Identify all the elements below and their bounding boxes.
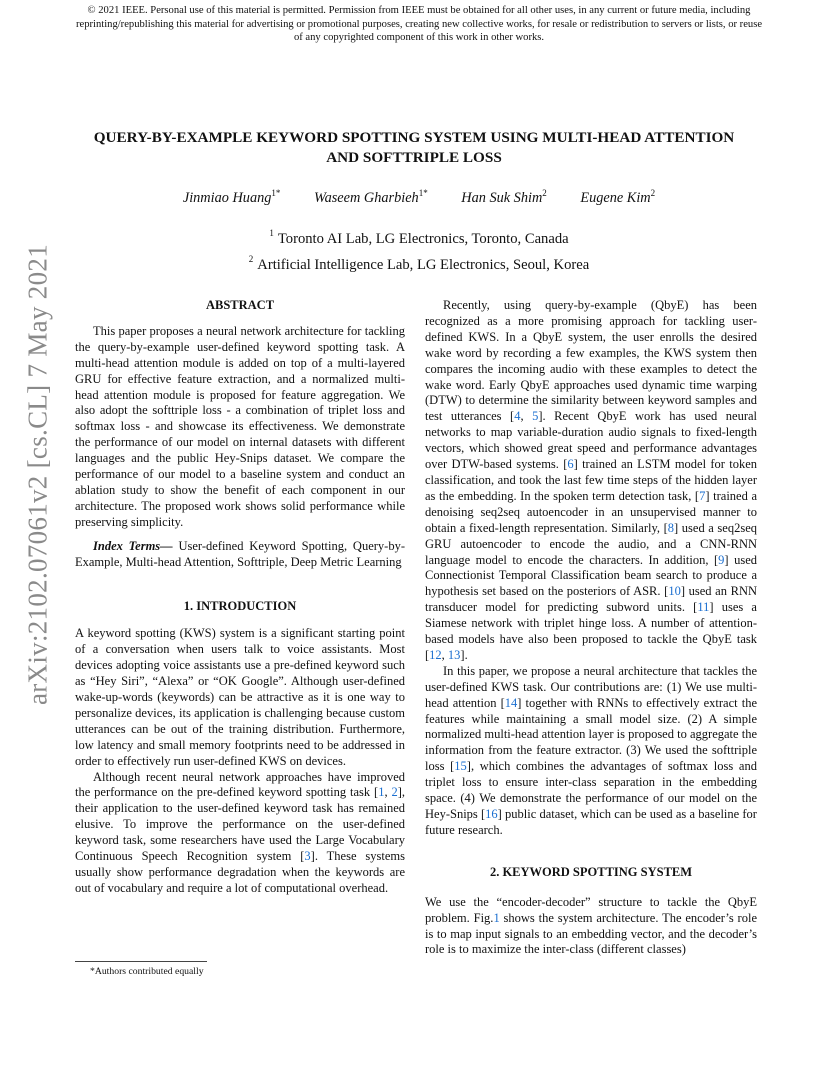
- abstract-text: This paper proposes a neural network architecture for tackling the query-by-example user-defined keyword spotting task. A multi-head attention module is added on top of a multi-layered GRU for effective feature extraction, and a normalized multi-head attention module is proposed for feature aggregation. We also adopt the softtriple loss - a combination of triplet loss and softmax loss - and showcase its effectiveness. We demonstrate the performance of our model on internal datasets with different languages and the public Hey-Snips dataset. We compare the performance of our model to a baseline system and conduct an ablation study to show the benefit of each component in our architecture. The proposed work shows solid performance while preserving simplicity.: [75, 323, 405, 529]
- affiliations: [75, 223, 763, 275]
- citation-link[interactable]: 15: [454, 759, 467, 774]
- citation-link[interactable]: 1: [378, 785, 385, 800]
- copyright-notice: © 2021 IEEE. Personal use of this material is permitted. Permission from IEEE must be obtained for all other uses, in any current or future media, including reprinting/republishing this material for advertising or promotional purposes, creating new collective works, for resale or redistribution to servers or lists, or reuse of any copyrighted component of this work in other works.: [75, 5, 763, 44]
- citation-link[interactable]: 8: [667, 520, 675, 535]
- body-paragraph-qbye: Recently, using query-by-example (QbyE) has been recognized as a more promising approach for tackling user-defined KWS. In a QbyE system, the user enrolls the desired wake word by recording a few examples, the KWS system then compares the incoming audio with these examples to detect the wake word. Early QbyE approaches used dynamic time warping (DTW) to determine the similarity between keyword samples and test utterances [4, 5]. Recent QbyE work has used neural networks to map variable-duration audio signals to fixed-length vectors, which showed great speed and performance advantages over DTW-based systems. [6] trained an LSTM model for token classification, and took the last few time steps of the hidden layer as the embedding. In the spoken term detection task, [7] trained a denoising seq2seq autoencoder in an unsupervised manner to obtain a fixed-length representation. Similarly, [8] used a seq2seq GRU autoencoder to encode the audio, and a CNN-RNN language model to encode the characters. In addition, [9] used Connectionist Temporal Classification beam search to produce a hypothesis set based on the posteriors of ASR. [10] used an RNN transducer model for predicting subword units. [11] uses a Siamese network with triplet hinge loss. A number of attention-based models have also been proposed to tackle the QbyE task [12, 13].: [425, 298, 758, 662]
- footnote-rule: [75, 961, 207, 962]
- author: Eugene Kim$^2$: [580, 188, 656, 206]
- citation-link[interactable]: 7: [699, 488, 706, 503]
- citation-link[interactable]: 3: [304, 849, 311, 864]
- citation-link[interactable]: 14: [504, 695, 518, 710]
- citation-link[interactable]: 11: [697, 600, 710, 615]
- footnote: *Authors contributed equally: [90, 966, 204, 977]
- arxiv-identifier[interactable]: arXiv:2102.07061v2 [cs.CL] 7 May 2021: [22, 243, 53, 706]
- citation-link[interactable]: 10: [668, 584, 681, 599]
- citation-link[interactable]: 12: [429, 647, 442, 662]
- figure-link[interactable]: 1: [493, 910, 500, 925]
- affiliation: $^2$ Artificial Intelligence Lab, LG Electronics, Seoul, Korea: [248, 254, 590, 273]
- author: Han Suk Shim$^2$: [461, 188, 547, 206]
- title-line-2: AND SOFTTRIPLE LOSS: [326, 149, 502, 166]
- body-paragraph-kws: We use the “encoder-decoder” structure to tackle the QbyE problem. Fig.1 shows the system architecture. The encoder’s role is to map input signals to an embedding vector, and the decoder’s role is to maximize the inter-class (different classes): [425, 894, 757, 957]
- affiliation: $^1$ Toronto AI Lab, LG Electronics, Toronto, Canada: [269, 228, 569, 247]
- intro-paragraph-2: Although recent neural network approaches have improved the performance on the pre-defined keyword spotting task [1, 2], their application to the user-defined keyword task has remained elusive. To improve the performance on the user-defined keyword task, some researchers have used the Large Vocabulary Continuous Speech Recognition system [3]. These systems usually show performance degradation when the keywords are out of vocabulary and require a lot of computational overhead.: [75, 769, 406, 895]
- author: Jinmiao Huang$^{1*}$: [182, 188, 281, 206]
- citation-link[interactable]: 16: [485, 807, 498, 821]
- index-terms: Index Terms— User-defined Keyword Spotting, Query-by-Example, Multi-head Attention, Softtriple, Deep Metric Learning: [75, 538, 405, 569]
- paper-title: [60, 128, 768, 168]
- intro-paragraph-1: A keyword spotting (KWS) system is a significant starting point of a conversation when users talk to voice assistants. Most devices adopting voice assistants use a pre-defined keyword such as “Hey Siri”, “Alexa” or “OK Google”. Although user-defined wake-up-words (keywords) can be attractive as it is one way to personalize devices, its application is challenging because custom utterances can be out of the training distribution. Furthermore, low latency and small memory footprints need to be addressed in order to effectively run user-defined KWS on devices.: [75, 626, 405, 768]
- author-list: [75, 183, 763, 208]
- citation-link[interactable]: 2: [391, 785, 398, 800]
- citation-link[interactable]: 9: [718, 552, 725, 567]
- title-line-1: QUERY-BY-EXAMPLE KEYWORD SPOTTING SYSTEM USING MULTI-HEAD ATTENTION: [93, 129, 735, 146]
- citation-link[interactable]: 13: [447, 647, 461, 662]
- kws-heading: 2. KEYWORD SPOTTING SYSTEM: [489, 864, 693, 879]
- left-column: [75, 298, 405, 897]
- citation-link[interactable]: 5: [532, 409, 539, 424]
- right-column: [425, 298, 757, 958]
- abstract-heading: ABSTRACT: [205, 298, 275, 312]
- citation-link[interactable]: 6: [567, 457, 574, 472]
- body-paragraph-contributions: In this paper, we propose a neural architecture that tackles the user-defined KWS task. Our contributions are: (1) We use multi-head attention [14] together with RNNs to effectively extract the features while maintaining a small model size. (2) A simple normalized multi-head attention layer is proposed to aggregate the information from the feature extractor. (3) We used the softtriple loss [15], which combines the advantages of softmax loss and triplet loss to ensure inter-class separation in the embedding space. (4) We demonstrate the performance of our model on the Hey-Snips [16] public dataset, which can be used as a baseline for future research.: [425, 663, 757, 837]
- citation-link[interactable]: 4: [514, 409, 521, 424]
- author: Waseem Gharbieh$^{1*}$: [313, 188, 428, 206]
- intro-heading: 1. INTRODUCTION: [183, 598, 297, 613]
